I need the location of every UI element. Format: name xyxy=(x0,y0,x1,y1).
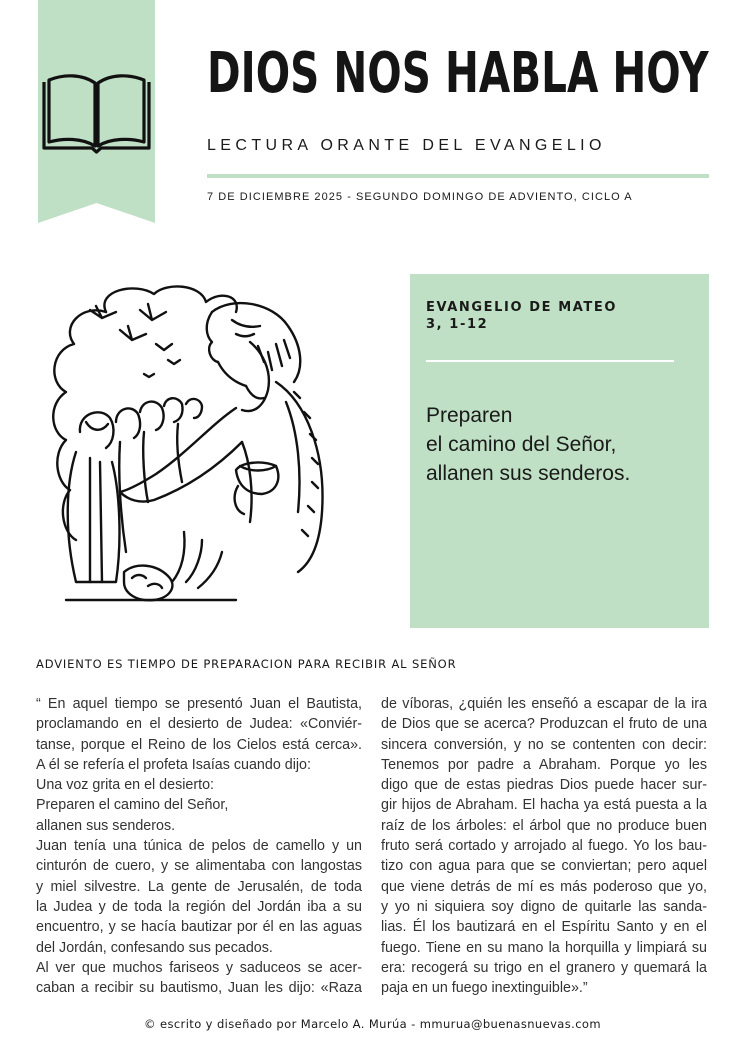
body-column-left xyxy=(36,694,362,998)
header-divider xyxy=(207,174,709,178)
date-line: 7 DE DICIEMBRE 2025 - SEGUNDO DOMINGO DE ADVIENTO, CICLO A xyxy=(207,191,633,203)
gospel-box xyxy=(410,274,709,628)
gospel-reference-line: 3, 1-12 xyxy=(426,317,489,332)
gospel-quote-line: el camino del Señor, xyxy=(426,433,617,456)
body-text-line: lias. Él los bautizará en el Espíritu Santo y en el xyxy=(381,919,707,936)
gospel-reference-line: EVANGELIO DE MATEO xyxy=(426,300,618,315)
body-text-line: y yo ni siquiera soy digno de quitarle las sanda- xyxy=(381,898,707,915)
bookmark-ribbon xyxy=(38,0,155,223)
body-text-line: “ En aquel tiempo se presentó Juan el Bautista, xyxy=(36,696,362,712)
body-text-line: era: recogerá su trigo en el granero y quemará la xyxy=(381,959,707,976)
body-text-line: encuentro, y se hacía bautizar por él en las aguas xyxy=(36,919,362,936)
body-text-line: digo que de estas piedras Dios puede hacer sur- xyxy=(381,777,707,794)
body-text-line: proclamando en el desierto de Judea: «Conviér- xyxy=(36,716,362,733)
gospel-quote-line: Preparen xyxy=(426,404,513,427)
body-text-line: A él se refería el profeta Isaías cuando dijo: xyxy=(36,756,311,773)
page-subtitle: LECTURA ORANTE DEL EVANGELIO xyxy=(207,137,606,154)
section-heading: ADVIENTO ES TIEMPO DE PREPARACION PARA RECIBIR AL SEÑOR xyxy=(36,657,457,671)
body-text-line: tanse, porque el Reino de los Cielos está cerca». xyxy=(36,736,362,753)
body-text-line: la Judea y de toda la región del Jordán iba a su xyxy=(36,898,362,915)
body-text-line: Una voz grita en el desierto: xyxy=(36,777,215,794)
body-text-line: fruto será cortado y arrojado al fuego. Yo los bau- xyxy=(381,838,707,855)
body-text-line: del Jordán, confesando sus pecados. xyxy=(36,939,273,956)
body-text-line: paja en un fuego inextinguible».” xyxy=(381,980,588,997)
body-text-line: que viene detrás de mí es más poderoso que yo, xyxy=(381,878,707,895)
john-the-baptist-illustration xyxy=(36,282,336,612)
footer-credit: © escrito y diseñado por Marcelo A. Murúa - mmurua@buenasnuevas.com xyxy=(144,1017,601,1031)
gospel-quote-line: allanen sus senderos. xyxy=(426,462,631,485)
body-text-line: Juan tenía una túnica de pelos de camello y un xyxy=(36,838,362,855)
body-text-line: allanen sus senderos. xyxy=(36,817,176,834)
page-title: DIOS NOS HABLA HOY xyxy=(207,41,709,106)
body-text-line: raíz de los árboles: el árbol que no produce buen xyxy=(381,817,707,834)
body-text-line: caban a recibir su bautismo, Juan les dijo: «Raza xyxy=(36,980,362,997)
body-text-line: Tenemos por padre a Abraham. Porque yo les xyxy=(381,756,707,773)
body-text-line: de Dios que se acerca? Produzcan el fruto de una xyxy=(381,716,707,733)
gospel-quote xyxy=(426,401,630,488)
body-text-line: sincera conversión, y no se contenten con decir: xyxy=(381,736,707,753)
body-text-line: Preparen el camino del Señor, xyxy=(36,797,229,814)
body-text-line: de víboras, ¿quién les enseñó a escapar de la ira xyxy=(381,696,707,712)
body-text-line: y miel silvestre. La gente de Jerusalén, de toda xyxy=(36,878,362,895)
gospel-reference xyxy=(426,299,617,333)
body-column-right xyxy=(381,694,707,998)
gospel-divider xyxy=(426,360,674,362)
body-text-line: cinturón de cuero, y se alimentaba con langostas xyxy=(36,858,362,875)
body-text-line: Al ver que muchos fariseos y saduceos se acer- xyxy=(36,959,362,976)
body-text-line: gir hijos de Abraham. El hacha ya está puesta a la xyxy=(381,797,707,814)
body-text-line: fuego. Tiene en su mano la horquilla y limpiará su xyxy=(381,939,707,956)
body-text-line: tizo con agua para que se conviertan; pero aquel xyxy=(381,858,707,875)
